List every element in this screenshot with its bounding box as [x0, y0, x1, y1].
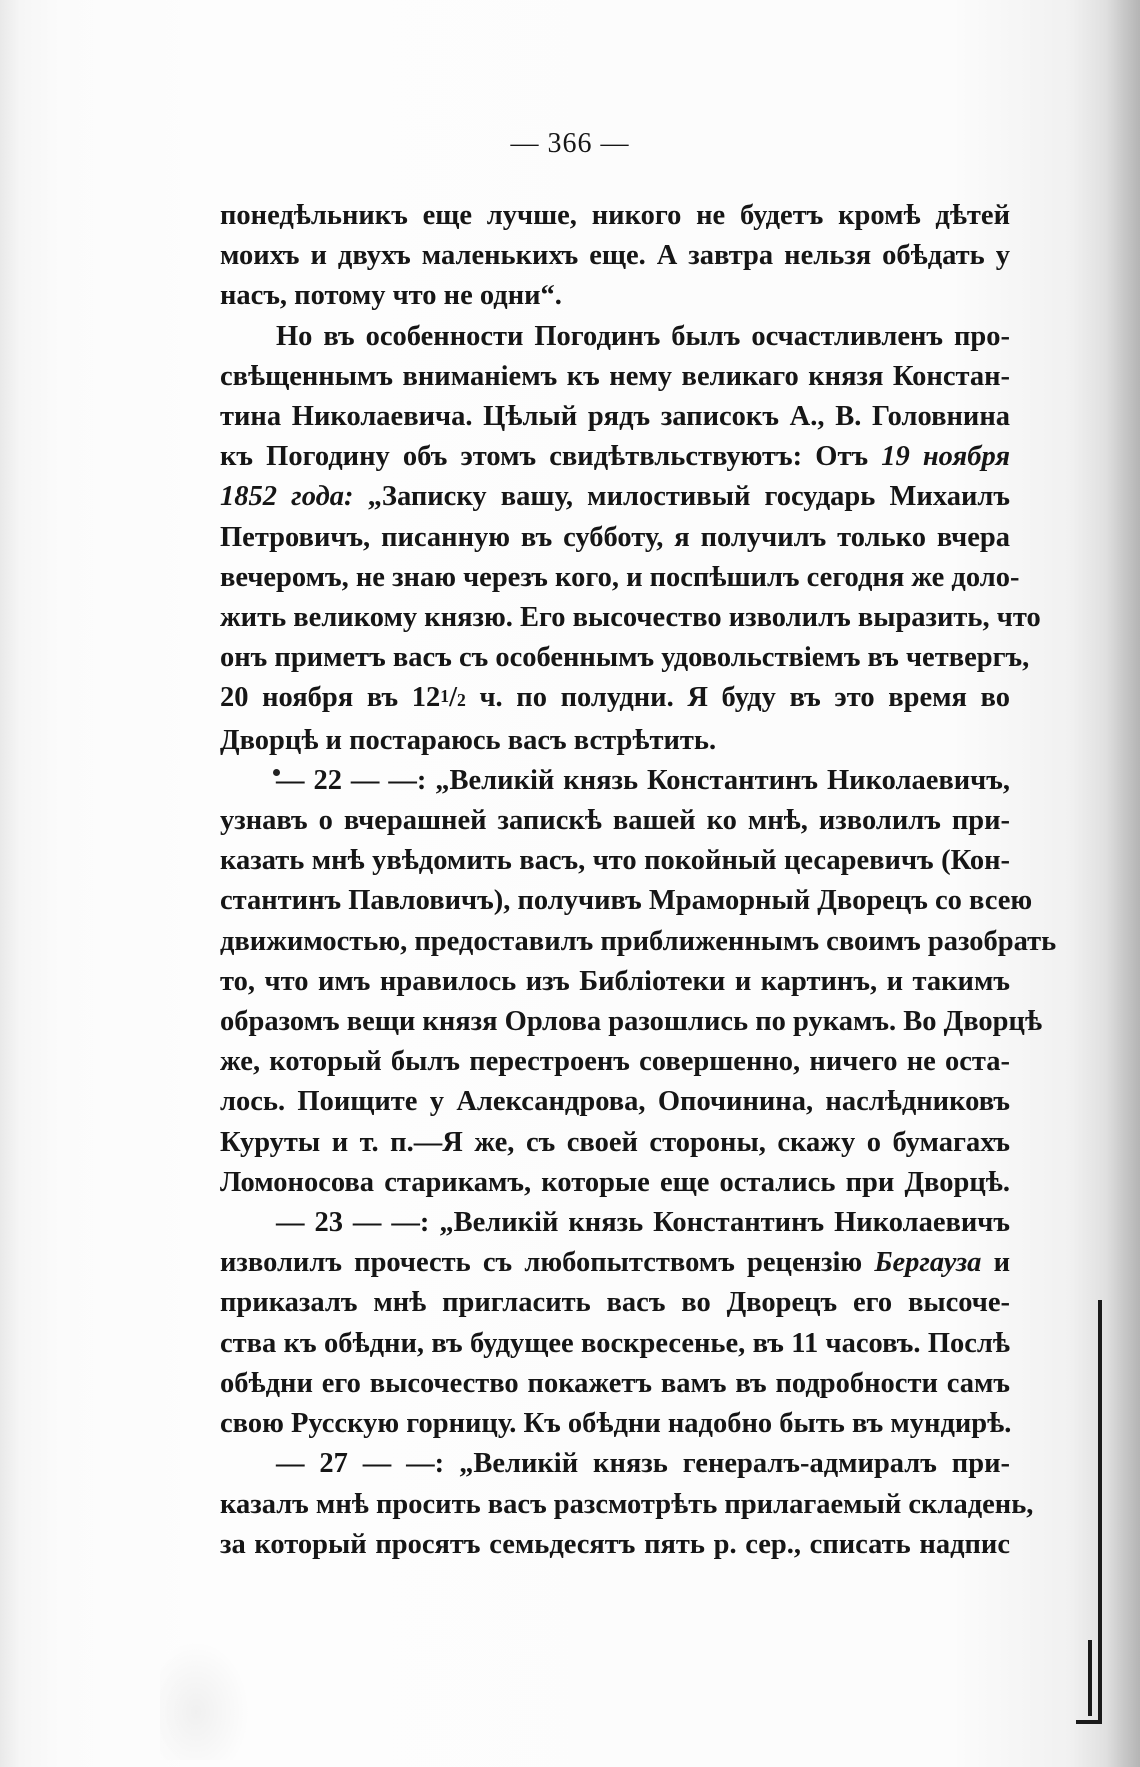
text-line: ства къ обѣдни, въ будущее воскресенье, въ 11 часовъ. Послѣ	[220, 1327, 1010, 1359]
body-text	[220, 196, 1057, 1565]
text-line: тина Николаевича. Цѣлый рядъ записокъ А., В. Головнина	[220, 401, 1010, 433]
text-line: обѣдни его высочество покажетъ вамъ въ подробности самъ	[220, 1367, 1010, 1399]
text-line: образомъ вещи князя Орлова разошлись по рукамъ. Во Дворцѣ	[220, 1006, 1043, 1038]
fraction-denominator: 2	[457, 690, 466, 711]
text-line: онъ приметъ васъ съ особеннымъ удовольствіемъ въ четвергъ,	[220, 642, 1030, 674]
scan-smudge	[160, 1640, 250, 1760]
text-line: понедѣльникъ еще лучше, никого не будетъ кромѣ дѣтей	[220, 200, 1010, 231]
text-line: за который просятъ семьдесятъ пять р. сер., списать надпис	[220, 1528, 1010, 1560]
text-line: жить великому князю. Его высочество изволилъ выразить, что	[220, 602, 1041, 634]
text-segment: ч. по полудни. Я буду въ это время во	[479, 682, 1010, 714]
page-number: — 366 —	[510, 128, 630, 159]
text-line: Дворцѣ и постараюсь васъ встрѣтить.	[220, 724, 717, 756]
text-line: вечеромъ, не знаю черезъ кого, и поспѣшилъ сегодня же доло-	[220, 561, 1020, 593]
text-line: то, что имъ нравилось изъ Библіотеки и картинъ, и такимъ	[220, 965, 1010, 997]
text-line: приказалъ мнѣ пригласить васъ во Дворецъ его высоче-	[220, 1287, 1010, 1319]
text-line-composite	[220, 1243, 1010, 1283]
text-segment: „Записку вашу, милостивый государь Михаилъ	[367, 481, 1011, 513]
italic-date: 1852 года:	[220, 481, 354, 513]
text-line: свою Русскую горницу. Къ обѣдни надобно быть въ мундирѣ.	[220, 1408, 1012, 1440]
text-segment: изволилъ прочесть съ любопытствомъ рецензію	[220, 1247, 863, 1279]
text-line-composite	[220, 437, 1010, 477]
text-line: Петровичъ, писанную въ субботу, я получилъ только вчера	[220, 521, 1010, 553]
text-line: казать мнѣ увѣдомить васъ, что покойный цесаревичъ (Кон-	[220, 845, 1010, 877]
text-line: Куруты и т. п.—Я же, съ своей стороны, скажу о бумагахъ	[220, 1126, 1010, 1158]
text-line: — 22 — —: „Великій князь Константинъ Николаевичъ,	[276, 764, 1010, 796]
italic-name: Бергауза	[874, 1247, 982, 1279]
text-line: лось. Поищите у Александрова, Опочинина, наслѣдниковъ	[220, 1086, 1010, 1118]
text-line-composite	[220, 477, 1010, 517]
binding-tick	[1088, 1640, 1092, 1716]
text-line: — 27 — —: „Великій князь генералъ-адмиралъ при-	[276, 1448, 1010, 1480]
text-segment: 20 ноября въ 12	[220, 682, 441, 714]
text-line: — 23 — —: „Великій князь Константинъ Николаевичъ	[276, 1207, 1010, 1239]
text-segment: и	[993, 1247, 1011, 1279]
page-edge-shadow	[1106, 0, 1140, 1767]
text-segment: къ Погодину объ этомъ свидѣтвльствуютъ: Отъ	[220, 441, 869, 473]
text-line: моихъ и двухъ маленькихъ еще. А завтра нельзя обѣдать у	[220, 240, 1010, 272]
text-line: насъ, потому что не одни“.	[220, 280, 562, 312]
text-line: же, который былъ перестроенъ совершенно, ничего не оста-	[220, 1046, 1010, 1078]
text-line: свѣщеннымъ вниманіемъ къ нему великаго князя Констан-	[220, 360, 1010, 392]
text-line: движимостью, предоставилъ приближеннымъ своимъ разобрать	[220, 925, 1057, 957]
text-line: стантинъ Павловичъ), получивъ Мраморный Дворецъ со всею	[220, 885, 1033, 917]
italic-date: 19 ноября	[881, 441, 1011, 473]
fraction-numerator: 1	[440, 686, 450, 707]
text-line-composite: 20 ноября въ $12^1/2$ ч. по полудни. Я буду въ это время во	[220, 682, 1010, 714]
text-line: казалъ мнѣ просить васъ разсмотрѣть прилагаемый складень,	[220, 1488, 1034, 1520]
text-line: Но въ особенности Погодинъ былъ осчастливленъ про-	[276, 320, 1010, 352]
text-line: узнавъ о вчерашней запискѣ вашей ко мнѣ, изволилъ при-	[220, 805, 1010, 837]
text-line: Ломоносова старикамъ, которые еще остались при Дворцѣ.	[220, 1166, 1010, 1198]
